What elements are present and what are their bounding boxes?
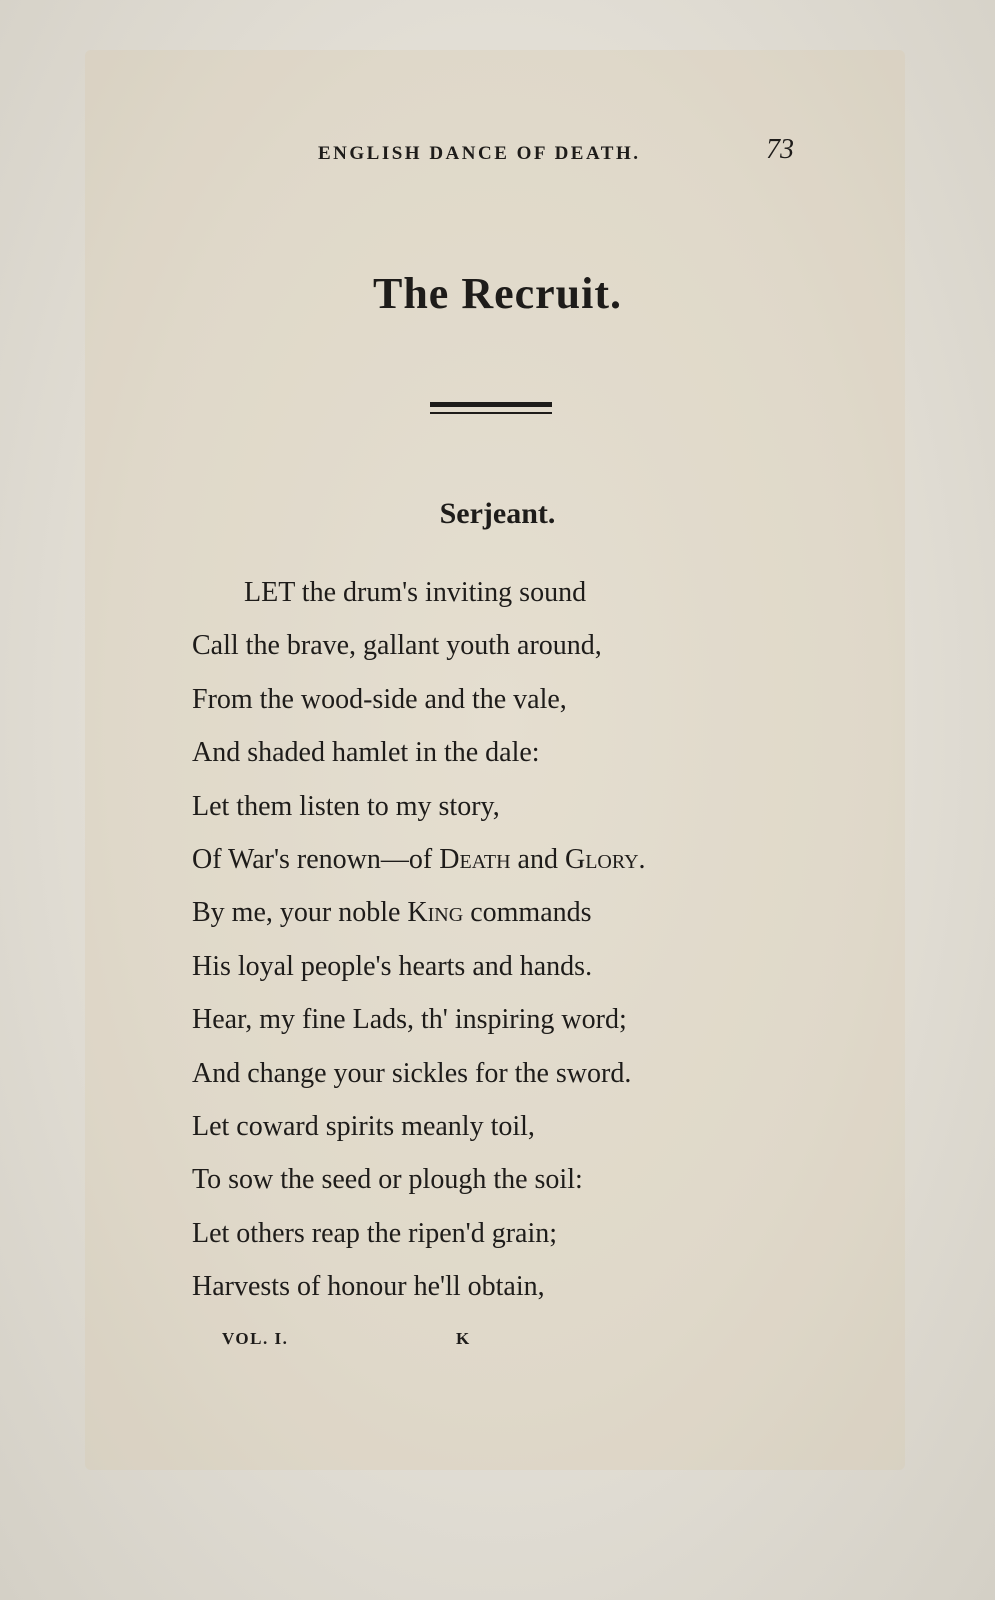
verse-line-2: Call the brave, gallant youth around, <box>192 630 602 662</box>
verse-line-7-a: By me, your noble <box>192 897 408 929</box>
verse-line-5: Let them listen to my story, <box>192 790 500 822</box>
verse-line-11: Let coward spirits meanly toil, <box>192 1110 535 1142</box>
verse-line-8: His loyal people's hearts and hands. <box>192 950 593 982</box>
verse-line-13: Let others reap the ripen'd grain; <box>192 1217 558 1249</box>
verse-line-6-c: and <box>510 843 565 875</box>
verse-line-14: Harvests of honour he'll obtain, <box>192 1271 545 1303</box>
verse-word-king: King <box>407 897 464 929</box>
title-rule-thin <box>430 412 552 414</box>
volume-mark: VOL. I. <box>222 1329 289 1348</box>
verse-line-9: Hear, my fine Lads, th' inspiring word; <box>192 1004 627 1036</box>
verse-line-1: LET the drum's inviting sound <box>244 577 587 608</box>
signature-mark: K <box>456 1329 470 1348</box>
verse-line-6-a: Of War's renown—of <box>192 843 440 875</box>
verse-word-death: Death <box>439 843 511 875</box>
verse-word-glory: Glory. <box>564 843 646 875</box>
verse-line-7-c: commands <box>463 897 592 929</box>
verse-line-7 <box>192 886 752 939</box>
verse-line-3: From the wood-side and the vale, <box>192 683 567 715</box>
title-rule-thick <box>430 402 552 407</box>
page-number: 73 <box>766 134 794 165</box>
verse-block <box>192 566 752 1313</box>
verse-line-10: And change your sickles for the sword. <box>192 1057 632 1089</box>
verse-line-12: To sow the seed or plough the soil: <box>192 1164 583 1196</box>
running-head: ENGLISH DANCE OF DEATH. <box>318 143 641 164</box>
verse-line-4: And shaded hamlet in the dale: <box>192 737 540 769</box>
poem-title: The Recruit. <box>372 269 623 318</box>
verse-line-6 <box>192 833 752 886</box>
speaker-heading: Serjeant. <box>439 497 556 530</box>
